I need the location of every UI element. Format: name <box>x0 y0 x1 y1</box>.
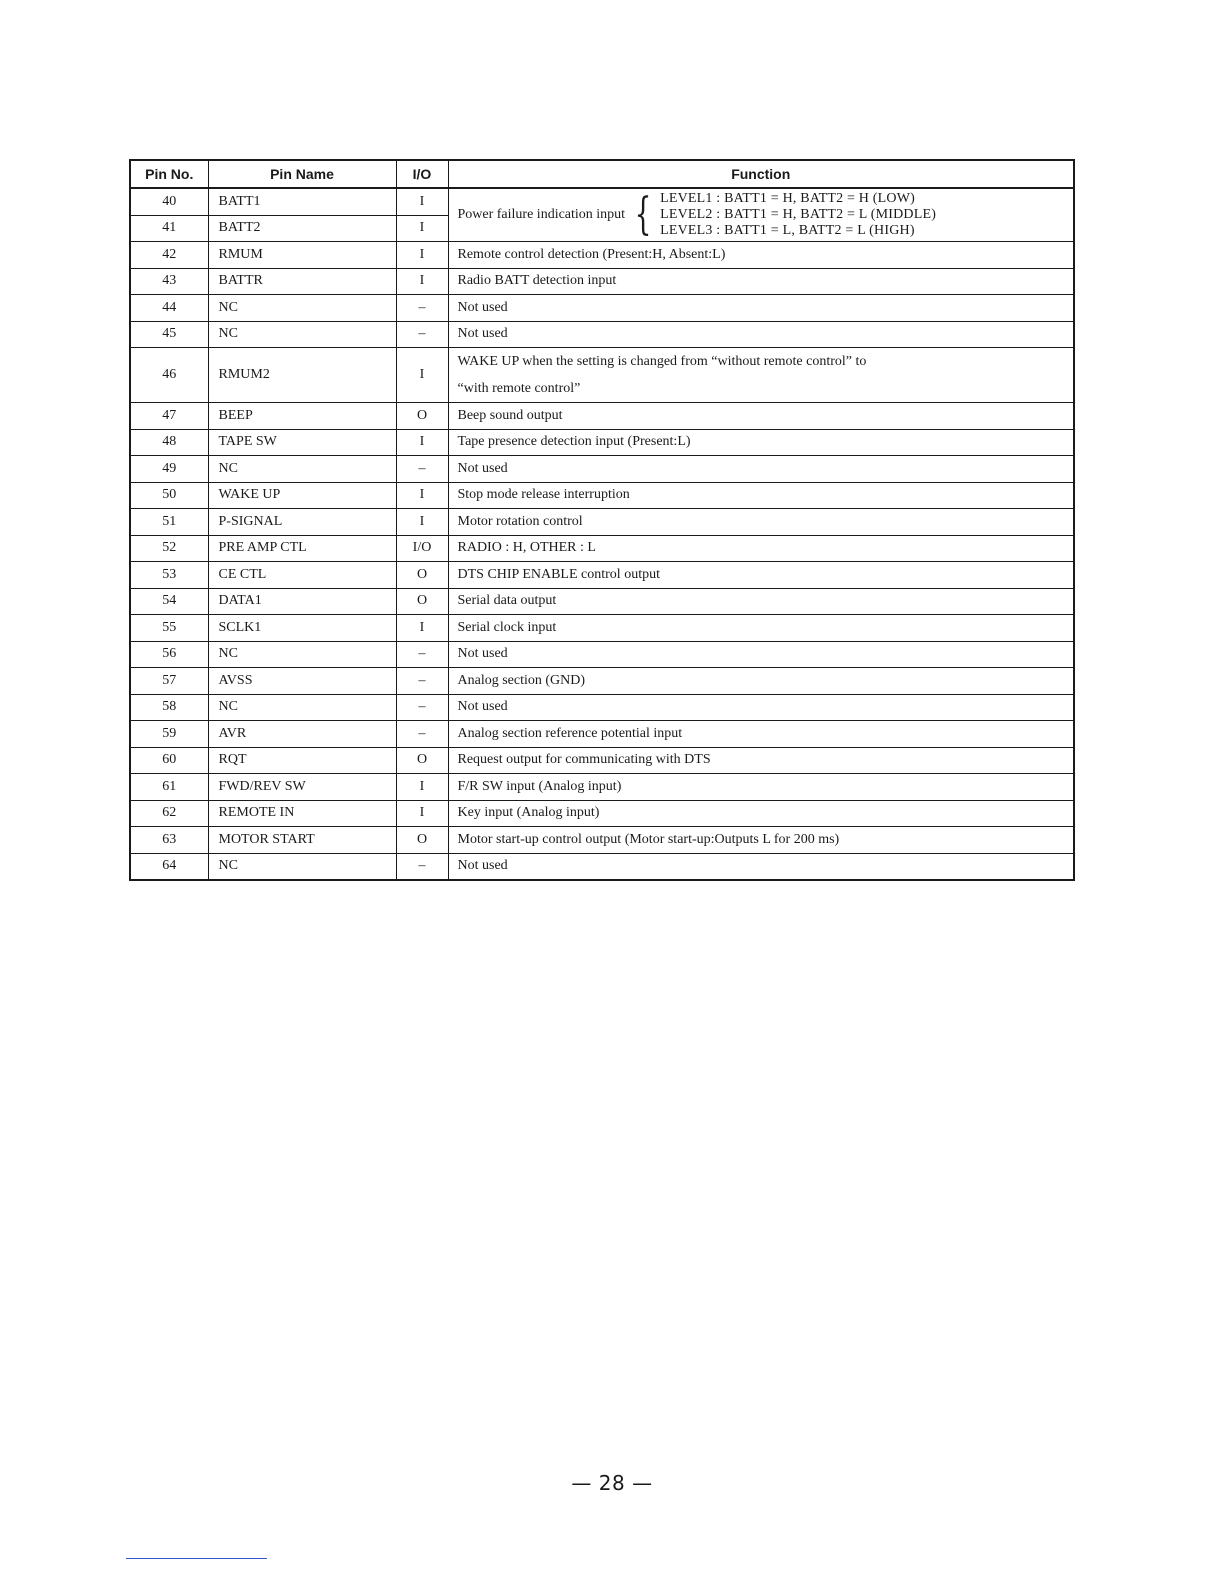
pin-number: 52 <box>130 535 208 562</box>
table-row <box>130 456 1074 483</box>
pin-function: Radio BATT detection input <box>448 268 1074 295</box>
pin-io: – <box>396 641 448 668</box>
table-row <box>130 641 1074 668</box>
pin-io: I <box>396 215 448 242</box>
power-level-2: LEVEL2 : BATT1 = H, BATT2 = L (MIDDLE) <box>660 207 937 222</box>
pin-function: Serial data output <box>448 588 1074 615</box>
pin-number: 42 <box>130 242 208 269</box>
pin-function: Request output for communicating with DTS <box>448 747 1074 774</box>
pin-io: O <box>396 747 448 774</box>
pin-function: Not used <box>448 694 1074 721</box>
pin-number: 60 <box>130 747 208 774</box>
pin-function: Serial clock input <box>448 615 1074 642</box>
pin-function-table <box>129 159 1075 881</box>
table-row <box>130 615 1074 642</box>
pin-io: I <box>396 509 448 536</box>
pin-function: Not used <box>448 456 1074 483</box>
pin-io: I <box>396 348 448 403</box>
pin-io: I <box>396 774 448 801</box>
pin-name: P-SIGNAL <box>208 509 396 536</box>
pin-name: BATT1 <box>208 188 396 215</box>
pin-name: AVR <box>208 721 396 748</box>
pin-io: – <box>396 721 448 748</box>
pin-io: I <box>396 800 448 827</box>
table-row <box>130 188 1074 215</box>
pin-io: O <box>396 403 448 430</box>
pin-function: Not used <box>448 295 1074 322</box>
pin-name: BEEP <box>208 403 396 430</box>
header-pin-name: Pin Name <box>208 160 396 188</box>
pin-io: – <box>396 321 448 348</box>
table-row <box>130 268 1074 295</box>
page-number: — 28 — <box>571 1471 653 1495</box>
table-row <box>130 242 1074 269</box>
header-pin-no: Pin No. <box>130 160 208 188</box>
pin-number: 45 <box>130 321 208 348</box>
pin-name: WAKE UP <box>208 482 396 509</box>
table-row <box>130 482 1074 509</box>
pin-io: I <box>396 429 448 456</box>
power-level-3: LEVEL3 : BATT1 = L, BATT2 = L (HIGH) <box>660 223 915 238</box>
pin-name: DATA1 <box>208 588 396 615</box>
pin-number: 57 <box>130 668 208 695</box>
table-row <box>130 429 1074 456</box>
pin-io: I/O <box>396 535 448 562</box>
pin-name: NC <box>208 321 396 348</box>
table-row <box>130 348 1074 403</box>
table-body <box>130 188 1074 880</box>
pin-io: – <box>396 456 448 483</box>
pin-name: CE CTL <box>208 562 396 589</box>
pin-name: NC <box>208 694 396 721</box>
pin-number: 40 <box>130 188 208 215</box>
pin-name: TAPE SW <box>208 429 396 456</box>
pin-number: 53 <box>130 562 208 589</box>
pin-number: 54 <box>130 588 208 615</box>
pin-io: I <box>396 188 448 215</box>
pin-function: Analog section reference potential input <box>448 721 1074 748</box>
table-row <box>130 774 1074 801</box>
pin-name: RQT <box>208 747 396 774</box>
pin-function: Not used <box>448 853 1074 880</box>
table-row <box>130 721 1074 748</box>
pin-io: O <box>396 827 448 854</box>
pin-name: NC <box>208 295 396 322</box>
power-level-1: LEVEL1 : BATT1 = H, BATT2 = H (LOW) <box>660 191 915 206</box>
pin-name: REMOTE IN <box>208 800 396 827</box>
table-row <box>130 668 1074 695</box>
pin-number: 58 <box>130 694 208 721</box>
table-row <box>130 800 1074 827</box>
pin-function <box>448 348 1074 403</box>
pin-function: Stop mode release interruption <box>448 482 1074 509</box>
pin-number: 50 <box>130 482 208 509</box>
pin-number: 48 <box>130 429 208 456</box>
power-failure-group <box>458 190 1074 240</box>
table-row <box>130 588 1074 615</box>
pin-io: – <box>396 694 448 721</box>
pin-name: NC <box>208 641 396 668</box>
pin-name: RMUM2 <box>208 348 396 403</box>
pin-function: Not used <box>448 321 1074 348</box>
pin-function: Beep sound output <box>448 403 1074 430</box>
pin-name: AVSS <box>208 668 396 695</box>
pin-io: – <box>396 295 448 322</box>
pin-io: – <box>396 668 448 695</box>
pin-name: RMUM <box>208 242 396 269</box>
pin-number: 56 <box>130 641 208 668</box>
pin-number: 59 <box>130 721 208 748</box>
pin-function: Tape presence detection input (Present:L) <box>448 429 1074 456</box>
header-io: I/O <box>396 160 448 188</box>
table-row <box>130 562 1074 589</box>
pin-io: I <box>396 268 448 295</box>
pin-number: 51 <box>130 509 208 536</box>
pin-function: Remote control detection (Present:H, Absent:L) <box>448 242 1074 269</box>
pin-number: 41 <box>130 215 208 242</box>
power-failure-function <box>448 188 1074 242</box>
pin-io: I <box>396 615 448 642</box>
pin-function-line-1: WAKE UP when the setting is changed from “without remote control” to <box>457 354 867 369</box>
table-row <box>130 321 1074 348</box>
pin-io: I <box>396 482 448 509</box>
pin-function: F/R SW input (Analog input) <box>448 774 1074 801</box>
pin-io: I <box>396 242 448 269</box>
table-row <box>130 694 1074 721</box>
pin-name: NC <box>208 853 396 880</box>
pin-number: 44 <box>130 295 208 322</box>
header-function: Function <box>448 160 1074 188</box>
pin-function: DTS CHIP ENABLE control output <box>448 562 1074 589</box>
pin-name: FWD/REV SW <box>208 774 396 801</box>
pin-function: Analog section (GND) <box>448 668 1074 695</box>
pin-number: 46 <box>130 348 208 403</box>
pin-number: 49 <box>130 456 208 483</box>
pin-number: 55 <box>130 615 208 642</box>
pin-io: – <box>396 853 448 880</box>
pin-name: PRE AMP CTL <box>208 535 396 562</box>
pin-function-line-2: “with remote control” <box>457 381 581 396</box>
table-row <box>130 403 1074 430</box>
pin-function: Motor rotation control <box>448 509 1074 536</box>
pin-number: 43 <box>130 268 208 295</box>
table-row <box>130 509 1074 536</box>
pin-number: 47 <box>130 403 208 430</box>
pin-name: BATT2 <box>208 215 396 242</box>
pin-function: RADIO : H, OTHER : L <box>448 535 1074 562</box>
table-row <box>130 535 1074 562</box>
pin-io: O <box>396 562 448 589</box>
table-row <box>130 295 1074 322</box>
table-row <box>130 747 1074 774</box>
pin-io: O <box>396 588 448 615</box>
pin-number: 61 <box>130 774 208 801</box>
power-level-list <box>660 191 936 239</box>
pin-function: Key input (Analog input) <box>448 800 1074 827</box>
pin-number: 62 <box>130 800 208 827</box>
pin-number: 64 <box>130 853 208 880</box>
pin-name: BATTR <box>208 268 396 295</box>
table-header-row <box>130 160 1074 188</box>
pin-function: Not used <box>448 641 1074 668</box>
left-brace-icon: { <box>634 189 652 240</box>
pin-number: 63 <box>130 827 208 854</box>
pin-name: MOTOR START <box>208 827 396 854</box>
pin-name: SCLK1 <box>208 615 396 642</box>
power-failure-label: Power failure indication input <box>457 207 626 222</box>
table-row <box>130 853 1074 880</box>
pin-function: Motor start-up control output (Motor start-up:Outputs L for 200 ms) <box>448 827 1074 854</box>
footer-rule <box>126 1558 267 1559</box>
table-row <box>130 827 1074 854</box>
pin-name: NC <box>208 456 396 483</box>
